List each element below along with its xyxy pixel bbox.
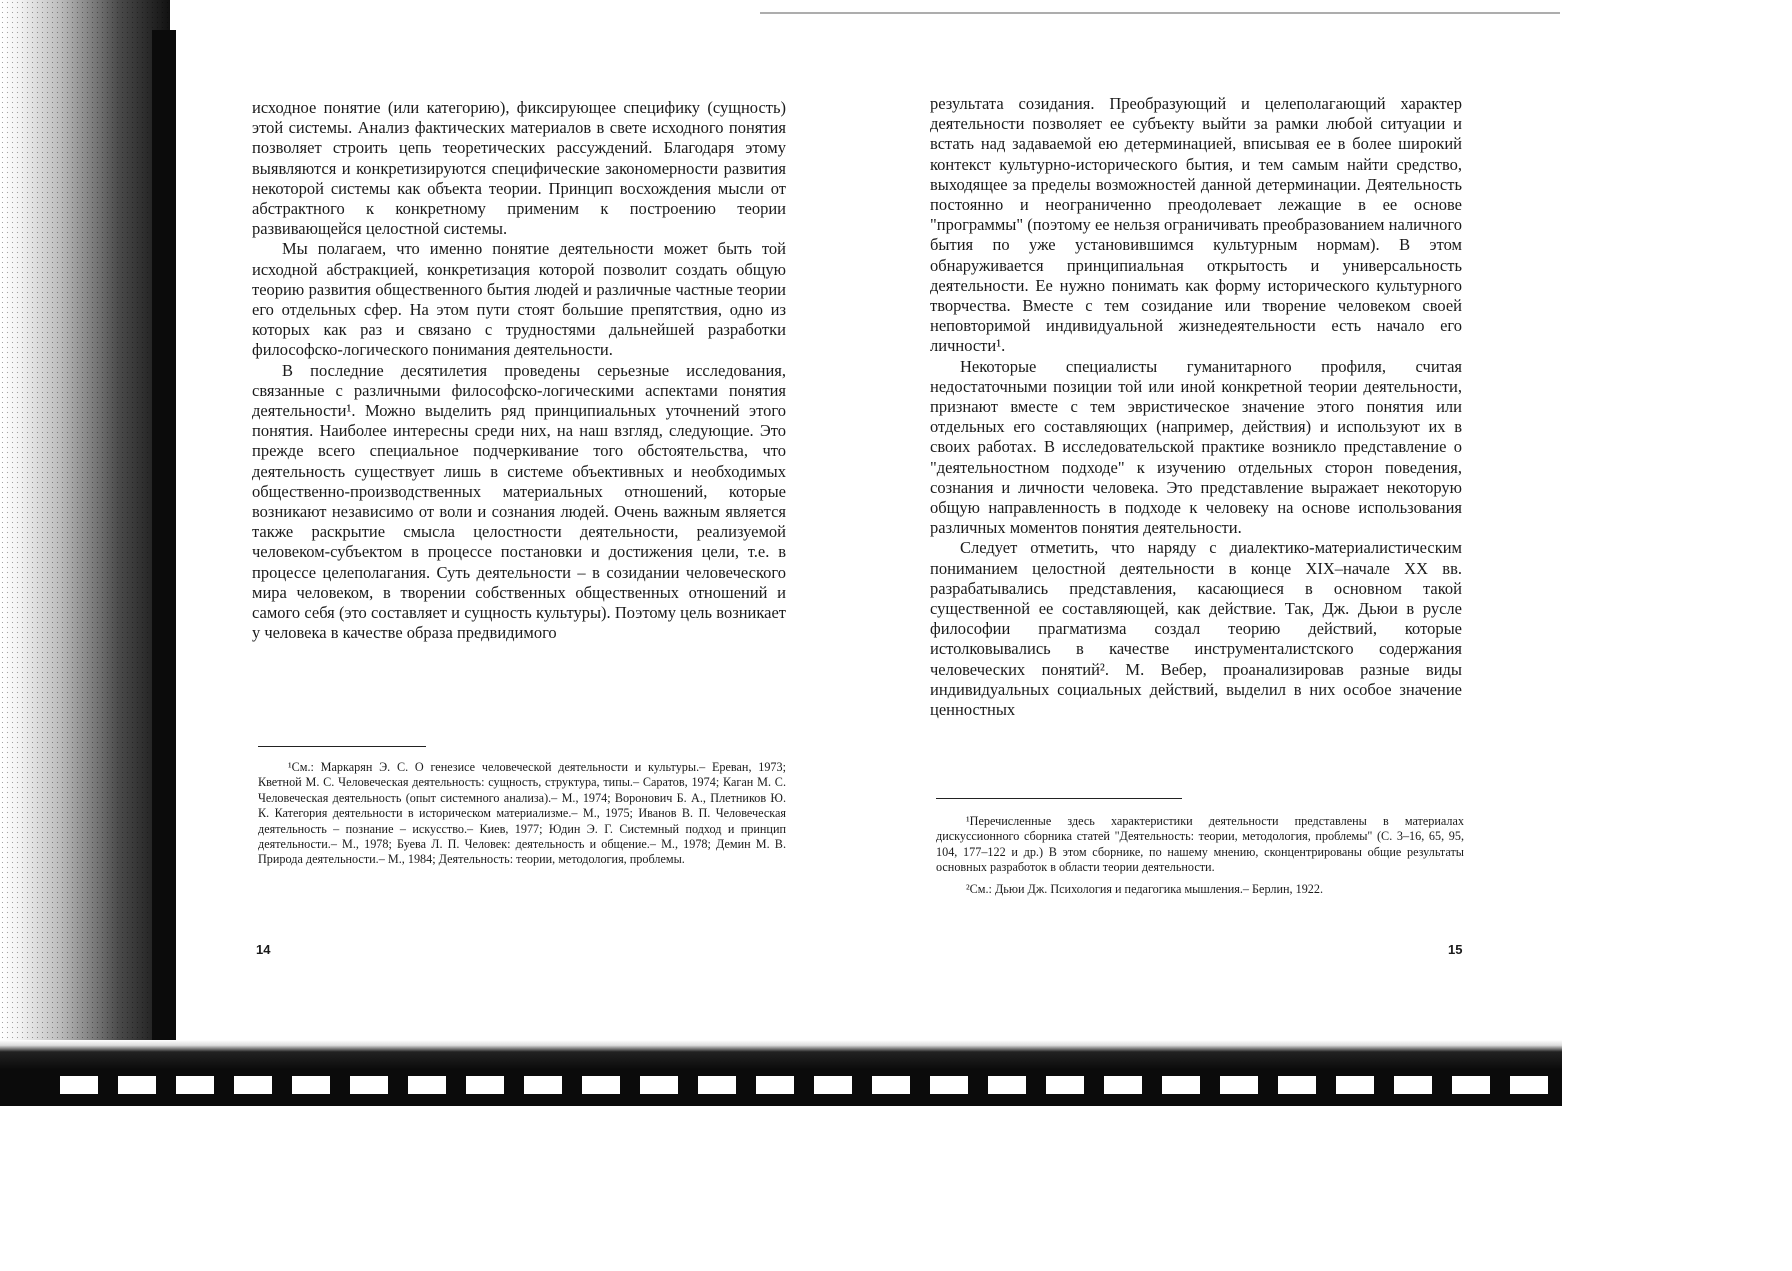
perforation-hole	[756, 1076, 794, 1094]
right-page-number: 15	[1448, 942, 1463, 957]
left-paragraph-3: В последние десятилетия проведены серьезные исследования, связанные с различными философско-логическими аспектами понятия деятельности¹. Можно выделить ряд принципиальных уточнений этого понятия. Наиболее интересны среди них, на наш взгляд, следующие. Это прежде всего специальное подчеркивание того обстоятельства, что деятельность существует лишь в системе объективных и необходимых общественно-производственных материальных отношений, которые возникают независимо от воли и сознания людей. Очень важным является также раскрытие смысла целостности деятельности, реализуемой человеком-субъектом в процессе постановки и достижения цели, т.е. в процессе целеполагания. Суть деятельности – в созидании человеческого мира человеком, в творении собственных общественных отношений и самого себя (это составляет и сущность культуры). Поэтому цель возникает у человека в качестве образа предвидимого	[252, 360, 786, 643]
perforation-hole	[988, 1076, 1026, 1094]
perforation-hole	[466, 1076, 504, 1094]
scan-top-edge	[760, 12, 1560, 14]
left-page-number: 14	[256, 942, 271, 957]
perforation-hole	[1336, 1076, 1374, 1094]
right-page-body	[930, 94, 1462, 720]
perforation-hole	[1220, 1076, 1258, 1094]
perforation-hole	[176, 1076, 214, 1094]
scan-shadow-left	[0, 0, 170, 1106]
book-spine	[152, 30, 176, 1060]
left-footnote-text: ¹См.: Маркарян Э. С. О генезисе человеческой деятельности и культуры.– Ереван, 1973; Кветной М. С. Человеческая деятельность: сущность, структура, типы.– Саратов, 1974; Каган М. С. Человеческая деятельность (опыт системного анализа).– М., 1974; Воронович Б. А., Плетников Ю. К. Категория деятельности в историческом материализме.– М., 1975; Иванов В. П. Человеческая деятельность – познание – искусство.– Киев, 1977; Юдин Э. Г. Системный подход и принцип деятельности.– М., 1978; Буева Л. П. Человек: деятельность и общение.– М., 1978; Демин М. В. Природа деятельности.– М., 1984; Деятельность: теории, методология, проблемы.	[258, 760, 786, 867]
perforation-hole	[350, 1076, 388, 1094]
perforation-hole	[60, 1076, 98, 1094]
right-footnote-rule	[936, 798, 1182, 799]
perforation-hole	[582, 1076, 620, 1094]
perforation-hole	[524, 1076, 562, 1094]
perforation-hole	[292, 1076, 330, 1094]
left-paragraph-1: исходное понятие (или категорию), фиксирующее специфику (сущность) этой системы. Анализ фактических материалов в свете исходного понятия позволяет строить цепь теоретических рассуждений. Благодаря этому выявляются и конкретизируются специфические закономерности развития некоторой системы как объекта теории. Принцип восхождения мысли от абстрактного к конкретному применим к построению теории развивающейся целостной системы.	[252, 98, 786, 239]
film-perforations	[60, 1076, 1560, 1098]
left-footnote	[258, 760, 786, 868]
left-page-body	[252, 98, 786, 643]
perforation-hole	[118, 1076, 156, 1094]
right-footnote-1: ¹Перечисленные здесь характеристики деятельности представлены в материалах дискуссионного сборника статей "Деятельность: теории, методология, проблемы" (С. 3–16, 65, 95, 104, 177–122 и др.) В этом сборнике, по нашему мнению, сконцентрированы общие результаты основных разработок в области теории деятельности.	[936, 814, 1464, 875]
right-footnotes	[936, 814, 1464, 897]
perforation-hole	[814, 1076, 852, 1094]
perforation-hole	[1278, 1076, 1316, 1094]
left-paragraph-2: Мы полагаем, что именно понятие деятельности может быть той исходной абстракцией, конкретизация которой позволит создать общую теорию развития общественного бытия людей и различные частные теории его отдельных сфер. На этом пути стоят большие препятствия, одно из которых как раз и связано с трудностями дальнейшей разработки философско-логического понимания деятельности.	[252, 239, 786, 360]
right-paragraph-3: Следует отметить, что наряду с диалектико-материалистическим пониманием целостной деятельности в конце XIX–начале XX вв. разрабатывались представления, касающиеся в основном такой существенной ее составляющей, как действие. Так, Дж. Дьюи в русле философии прагматизма создал теорию действий, которые истолковывались в качестве инструменталистского содержания человеческих понятий². М. Вебер, проанализировав разные виды индивидуальных социальных действий, выделил в них особое значение ценностных	[930, 538, 1462, 720]
perforation-hole	[1394, 1076, 1432, 1094]
perforation-hole	[698, 1076, 736, 1094]
right-paragraph-1: результата созидания. Преобразующий и целеполагающий характер деятельности позволяет ее субъекту выйти за рамки любой ситуации и встать над задаваемой ею детерминацией, вписывая ее в более широкий контекст культурно-исторического бытия, и тем самым найти средство, выходящее за пределы возможностей данной детерминации. Деятельность постоянно и неограниченно преодолевает лежащие в ее основе "программы" (поэтому ее нельзя ограничивать преобразованием наличного бытия по уже установившимся культурным нормам). В этом обнаруживается принципиальная открытость и универсальность деятельности. Ее нужно понимать как форму исторического культурного творчества. Вместе с тем созидание или творение человеком своей неповторимой индивидуальной жизнедеятельности есть начало его личности¹.	[930, 94, 1462, 356]
perforation-hole	[872, 1076, 910, 1094]
perforation-hole	[1104, 1076, 1142, 1094]
perforation-hole	[1162, 1076, 1200, 1094]
perforation-hole	[930, 1076, 968, 1094]
left-footnote-rule	[258, 746, 426, 747]
perforation-hole	[234, 1076, 272, 1094]
perforation-hole	[408, 1076, 446, 1094]
right-footnote-2: ²См.: Дьюи Дж. Психология и педагогика мышления.– Берлин, 1922.	[966, 881, 1324, 896]
perforation-hole	[640, 1076, 678, 1094]
perforation-hole	[1046, 1076, 1084, 1094]
perforation-hole	[1452, 1076, 1490, 1094]
perforation-hole	[1510, 1076, 1548, 1094]
right-paragraph-2: Некоторые специалисты гуманитарного профиля, считая недостаточными позиции той или иной конкретной теории деятельности, признают вместе с тем эвристическое значение этого понятия или отдельных его составляющих (например, действия) и используют их в своих работах. В исследовательской практике возникло представление о "деятельностном подходе" к изучению отдельных сторон поведения, сознания и личности человека. Это представление выражает некоторую общую направленность в подходе к человеку на основе использования различных моментов понятия деятельности.	[930, 356, 1462, 538]
